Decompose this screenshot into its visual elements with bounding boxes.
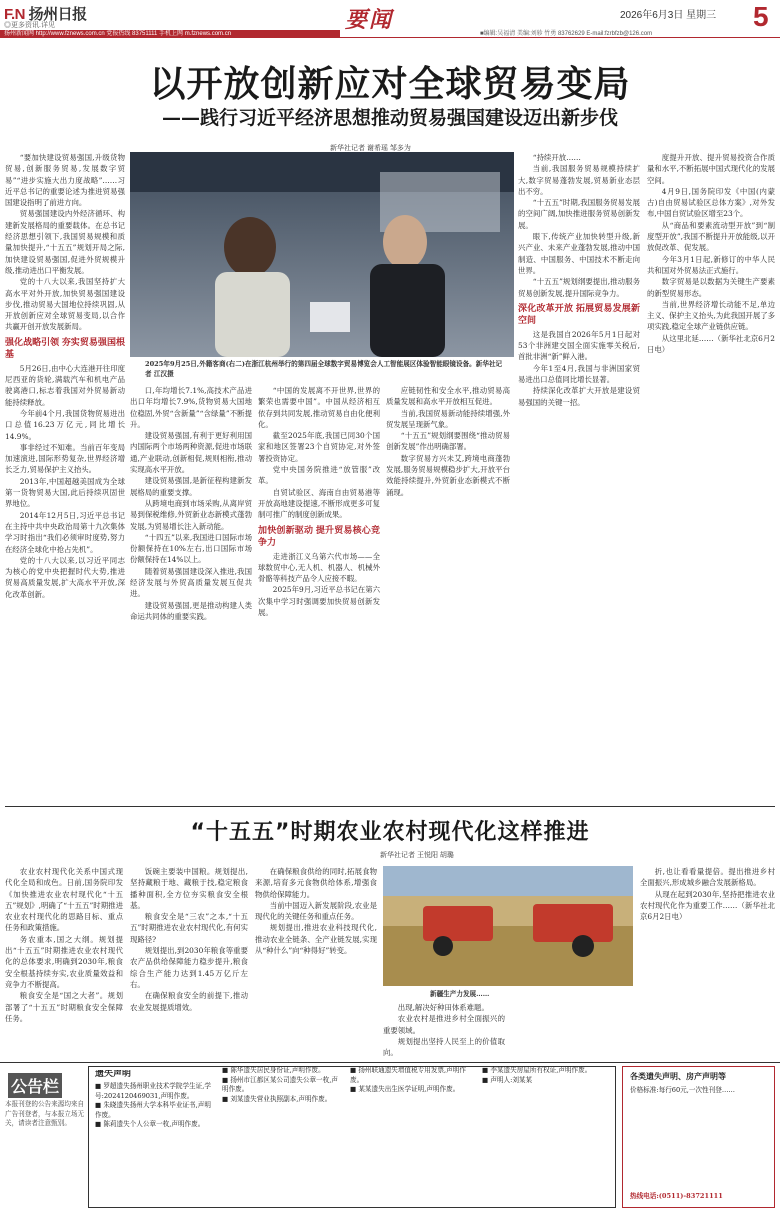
- article1-title: 以开放创新应对全球贸易变局: [149, 64, 631, 105]
- article1-col3: “中国的发展离不开世界,世界的繁荣也需要中国”。中国从经济相互依存到共同发展,推动贸易自由化便利化。 截至2025年底,我国已同30个国家和地区签署23个自贸协定,对外签署投资协定。 党中央国务院推进“放管服”改革。 自贸试验区、海南自由贸易港等开放高地建设提速,不断形成更多可复制可推广的制度创新成果。 加快创新驱动 提升贸易核心竞争力 走进浙江义乌第六代市场——全球数贸中心,无人机、机器人、机械外骨骼等科技产品令人应接不暇。 2025年9月,习近平总书记在第六次集中学习时强调要加快贸易创新发展。: [258, 386, 380, 618]
- article1-col2: 口,年均增长7.1%,高技术产品进出口年均增长7.9%,货物贸易大国地位稳固,外贸“含新量”“含绿量”不断提升。 建设贸易强国,有利于更好利用国内国际两个市场两种资源,促进市场联通,产业联动,创新相促,规则相衔,推动实现高水平开放。 建设贸易强国,是新征程构建新发展格局的重要支撑。 从跨境电商到市场采购,从离岸贸易到保税维修,外贸新业态新模式蓬勃发展,为贸易增长注入新动能。 “十四五”以来,我国进口国际市场份额保持在10%左右,出口国际市场份额保持在14%以上。 随着贸易强国建设深入推进,我国经济发展与外贸高质量发展互促共进。 建设贸易强国,更是推动构建人类命运共同体的重要实践。: [130, 386, 252, 621]
- more-info-hint: ◎更多资讯.详见: [4, 22, 55, 29]
- photo-caption: 2025年9月25日,外籍客商(右二)在浙江杭州举行的第四届全球数字贸易博览会人工智能展区体验智能眼镜设备。新华社记者 江汉摄: [145, 360, 503, 378]
- article1-photo: [130, 152, 514, 357]
- notice-board-text: 本报刊登的公告来源均来自广告刊登者，与本报立场无关，请读者注意甄别。: [5, 1100, 85, 1128]
- site-url[interactable]: 扬州新闻网 http://www.fznews.com.cn 党报热线 83751111 手机上网 m.fznews.com.cn: [4, 31, 232, 37]
- subhead-1: 强化战略引领 夯实贸易强国根基: [5, 336, 125, 359]
- article2-col4: 出现,解决好种田体系难题。 农业农村是推进乡村全面振兴的重要领域。 规划提出坚持人民至上的价值取向。: [383, 1003, 505, 1058]
- article2-byline: 新华社记者 王悦阳 胡璐: [380, 852, 454, 859]
- masthead: [0, 0, 780, 38]
- notice-board-title: 公告栏: [8, 1073, 62, 1098]
- article1-byline: 新华社记者 谢希瑶 邹多为: [330, 145, 411, 152]
- hotline[interactable]: 热线电话:(0511)-83721111: [630, 1192, 723, 1200]
- article1-col5: “持续开放…… 当前,我国服务贸易规模持续扩大,数字贸易蓬勃发展,贸易新业态层出不穷。 “十五五”时期,我国服务贸易发展的空间广阔,加快推进服务贸易创新发展。 眼下,传统产业加快转型升级,新兴产业、未来产业蓬勃发展,推动中国制造、中国服务、中国技术不断走向世界。 “十五五”规划纲要提出,推动服务贸易创新发展,提升国际竞争力。 深化改革开放 拓展贸易发展新空间 这是我国自2026年5月1日起对53个非洲建交国全面实施零关税后,首批非洲“新”鲜入港。 今年1至4月,我国与非洲国家贸易进出口总值同比增长显著。 持续深化改革扩大开放是建设贸易强国的关键一招。: [518, 153, 640, 407]
- lost-notice-title: 遗失声明: [95, 1070, 132, 1079]
- paper-logo: F.N 扬州日报: [4, 6, 87, 23]
- ads-divider: [0, 1062, 780, 1063]
- article2-title: “十五五”时期农业农村现代化这样推进: [190, 820, 590, 845]
- article1-subtitle: ——践行习近平经济思想推动贸易强国建设迈出新步伐: [161, 107, 618, 129]
- page-number: 5: [753, 1, 769, 32]
- lost-notices-col3: ■ 扬州联通遗失增值税专用发票,声明作废。 ■ 某某遗失出生医学证明,声明作废。: [350, 1066, 466, 1094]
- lost-notices-col1: ■ 罗超遗失扬州职业技术学院学生证,学号:2024120469031,声明作废。 ■ 朱晓遗失扬州大学本科毕业证书,声明作废。 ■ 陈莉遗失个人公章一枚,声明作废。: [95, 1082, 211, 1129]
- article2-col1: 农业农村现代化关系中国式现代化全局和成色。日前,国务院印发《加快推进农业农村现代化“十五五”规划》,明确了“十五五”时期推进农业农村现代化的思路目标、重点任务和政策措施。 务农重本,国之大纲。规划提出“十五五”时期推进农业农村现代化的总体要求,明确到2030年,粮食安全根基持续夯实,农业质量效益和竞争力不断提高。 粮食安全是“国之大者”。规划部署了“十五五”时期粮食安全保障任务。: [5, 867, 123, 1023]
- article2-photo-caption: 新疆生产力发展……: [430, 990, 490, 998]
- divider: [5, 806, 775, 807]
- article1-col1: “要加快建设贸易强国,升级货物贸易,创新服务贸易,发展数字贸易”“进步实施大出力度战略”……习近平总书记的重要论述为推进贸易强国建设指明了前进方向。 贸易强国建设内外经济循环、构建新发展格局的重要载体。在总书记经济思想引领下,我国贸易规模和质量加快提升,“十五五”规划开局之际,加快建设贸易强国,促进外贸规模升级,推动进出口平衡发展。 党的十八大以来,我国坚持扩大高水平对外开放,加快贸易强国建设步伐,推动贸易大国地位持续巩固,从开放创新应对全球贸易变局,以合作共赢开创开放发展新局。 强化战略引领 夯实贸易强国根基 5月26日,由中心大连港开往印度尼西亚的货轮,满载汽车和机电产品驶离港口,标志着我国对外贸易新动能持续释放。 今年前4个月,我国货物贸易进出口总值16.23万亿元,同比增长14.9%。 事非经过不知难。当前百年变局加速演进,国际形势复杂,世界经济增长乏力,贸易保护主义抬头。 2013年,中国超越美国成为全球第一货物贸易大国,此后持续巩固世界地位。 2014年12月5日,习近平总书记在主持中共中央政治局第十九次集体学习时指出“我们必须审时度势,努力在经济全球化中抢占先机”。 党的十八大以来,以习近平同志为核心的党中央把握时代大势,推进贸易高质量发展,扩大高水平开放,深化改革创新。: [5, 153, 125, 599]
- issue-date: 2026年6月3日 星期三: [620, 10, 717, 21]
- lost-notices-col2: ■ 陈华遗失居民身份证,声明作废。 ■ 扬州市江都区某公司遗失公章一枚,声明作废。 ■ 刘某遗失营业执照副本,声明作废。: [222, 1066, 338, 1103]
- subhead-3: 深化改革开放 拓展贸易发展新空间: [518, 302, 640, 325]
- lost-notices-col4: ■ 李某遗失房屋所有权证,声明作废。 ■ 声明人:刘某某: [482, 1066, 592, 1084]
- notice-pricing-text: 价格标准:每行60元,一次性刊登……: [630, 1086, 736, 1094]
- section-title: 要闻: [345, 7, 394, 33]
- article2-photo: [383, 866, 633, 986]
- editor-info: ■编辑:吴福清 美编:刘轸 竹勇 83762629 E-mail:fzrbfzb@126.com: [480, 31, 653, 37]
- article1-col6: 度提升开放、提升贸易投资合作质量和水平,不断拓展中国式现代化的发展空间。 4月9日,国务院印发《中国(内蒙古)自由贸易试验区总体方案》,对外发布,中国自贸试验区增至23个。 从“商品和要素流动型开放”到“制度型开放”,我国不断提升开放能级,以开放促改革、促发展。 今年3月1日起,新修订的中华人民共和国对外贸易法正式施行。 数字贸易是以数据为关键生产要素的新型贸易形态。 当前,世界经济增长动能不足,单边主义、保护主义抬头,为此我国开展了多项实践,稳定全球产业链供应链。 从这里北延……（新华社北京6月2日电）: [647, 153, 775, 355]
- article1-col4: 应链韧性和安全水平,推动贸易高质量发展和高水平开放相互促进。 当前,我国贸易新动能持续增强,外贸发展呈现新气象。 “十五五”规划纲要围绕“推动贸易创新发展”作出明确部署。 数字贸易方兴未艾,跨境电商蓬勃发展,服务贸易规模稳步扩大,开放平台效能持续提升,外贸新业态新模式不断涌现。: [386, 386, 510, 497]
- article2-col3: 在确保粮食供给的同时,拓展食物来源,培育多元食物供给体系,增强食物供给保障能力。 当前中国迈入新发展阶段,农业是现代化的关键任务和重点任务。 规划提出,推进农业科技现代化,推动农业全链条、全产业链发展,实现从“种什么”向“种得好”转变。: [255, 867, 377, 956]
- notice-pricing-title: 各类遗失声明、房产声明等: [630, 1072, 726, 1081]
- article2-col5: 折,也让看看量提倍。提出推进乡村全面振兴,形成城乡融合发展新格局。 从现在起到2030年,坚持把推进农业农村现代化作为重要工作……（新华社北京6月2日电）: [640, 867, 775, 922]
- article2-col2: 饭碗主要装中国粮。规划提出,坚持藏粮于地、藏粮于技,稳定粮食播种面积,全方位夯实粮食安全根基。 粮食安全是“三农”之本,“十五五”时期推进农业农村现代化,有何实现路径? 规划提出,到2030年粮食等重要农产品供给保障能力稳步提升,粮食综合生产能力达到1.45万亿斤左右。 在确保粮食安全的前提下,推动农业发展提质增效。: [130, 867, 248, 1012]
- subhead-2: 加快创新驱动 提升贸易核心竞争力: [258, 524, 380, 547]
